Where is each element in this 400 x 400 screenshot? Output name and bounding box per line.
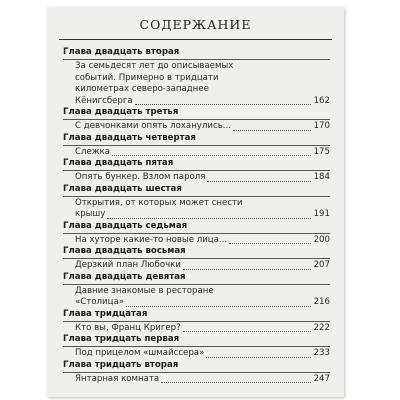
page-number: 162 bbox=[313, 95, 330, 106]
chapter-subtitle-line bbox=[63, 198, 330, 210]
chapter-subtitle-line bbox=[63, 147, 330, 159]
chapter-subtitle-line bbox=[63, 323, 330, 335]
dot-leader bbox=[135, 104, 311, 105]
page-number: 233 bbox=[313, 348, 330, 358]
chapter-title: Глава двадцать третья bbox=[63, 107, 330, 120]
chapter-subtitle-line bbox=[63, 286, 330, 298]
chapter-subtitle-line bbox=[63, 61, 330, 73]
chapter-subtitle-text: Под прицелом «шмайссера» bbox=[75, 348, 205, 358]
chapter-subtitle-line bbox=[63, 96, 330, 108]
chapter-title: Глава двадцать четвертая bbox=[63, 133, 330, 146]
toc-chapter bbox=[63, 133, 330, 159]
chapter-subtitle-text: крышу bbox=[75, 209, 106, 219]
chapter-subtitle-line bbox=[63, 121, 330, 133]
dot-leader bbox=[206, 357, 310, 358]
chapter-subtitle-text: Давние знакомые в ресторане bbox=[75, 285, 214, 296]
chapter-subtitle-text: «Столица» bbox=[75, 297, 124, 307]
chapter-title: Глава двадцать пятая bbox=[63, 158, 330, 171]
dot-leader bbox=[112, 155, 311, 156]
chapter-title: Глава двадцать седьмая bbox=[63, 221, 330, 234]
chapter-subtitle-text: На хуторе какие-то новые лица... bbox=[75, 234, 228, 245]
chapter-subtitle-text: С девчонками опять лоханулись... bbox=[75, 121, 231, 131]
chapter-title: Глава тридцатая bbox=[63, 309, 330, 322]
page-number: 222 bbox=[313, 322, 330, 333]
chapter-subtitle-text: километрах северо-западнее bbox=[75, 84, 209, 94]
toc-chapter bbox=[63, 334, 330, 360]
chapter-subtitle-line bbox=[63, 73, 330, 85]
page-number: 175 bbox=[313, 146, 330, 157]
dot-leader bbox=[161, 382, 310, 383]
chapter-subtitle-line bbox=[63, 374, 330, 386]
page-number: 184 bbox=[313, 172, 330, 182]
table-of-contents bbox=[63, 47, 330, 385]
page-number: 207 bbox=[313, 260, 330, 270]
toc-chapter bbox=[63, 309, 330, 335]
dot-leader bbox=[126, 306, 311, 307]
chapter-title: Глава тридцать вторая bbox=[63, 360, 330, 373]
book-page bbox=[47, 7, 344, 397]
chapter-subtitle-text: Слежка bbox=[75, 146, 110, 157]
page-title: СОДЕРЖАНИЕ bbox=[139, 17, 252, 32]
dot-leader bbox=[107, 218, 310, 219]
page-number: 200 bbox=[313, 234, 330, 245]
chapter-subtitle-line bbox=[63, 209, 330, 221]
page-number: 216 bbox=[313, 297, 330, 307]
toc-chapter bbox=[63, 184, 330, 221]
toc-chapter bbox=[63, 47, 330, 107]
chapter-subtitle-line bbox=[63, 297, 330, 309]
page-number: 247 bbox=[313, 373, 330, 384]
toc-chapter bbox=[63, 246, 330, 272]
chapter-subtitle-text: событий. Примерно в тридцати bbox=[75, 72, 219, 83]
toc-chapter bbox=[63, 158, 330, 184]
toc-chapter bbox=[63, 272, 330, 309]
dot-leader bbox=[233, 130, 311, 131]
dot-leader bbox=[183, 269, 311, 270]
chapter-title: Глава двадцать девятая bbox=[63, 272, 330, 285]
chapter-subtitle-text: Опять бункер. Взлом пароля bbox=[75, 172, 206, 182]
page-number: 170 bbox=[313, 121, 330, 131]
chapter-subtitle-line bbox=[63, 260, 330, 272]
chapter-subtitle-line bbox=[63, 84, 330, 96]
chapter-subtitle-text: Янтарная комната bbox=[75, 373, 160, 384]
chapter-subtitle-line bbox=[63, 235, 330, 247]
toc-chapter bbox=[63, 107, 330, 133]
chapter-title: Глава двадцать восьмая bbox=[63, 246, 330, 259]
chapter-subtitle-text: Кёнигсберга bbox=[75, 95, 133, 106]
chapter-subtitle-text: За семьдесят лет до описываемых bbox=[75, 61, 234, 71]
chapter-title: Глава двадцать шестая bbox=[63, 184, 330, 197]
chapter-subtitle-text: Кто вы, Франц Кригер? bbox=[75, 322, 181, 333]
chapter-title: Глава тридцать первая bbox=[63, 334, 330, 347]
page-number: 191 bbox=[313, 209, 330, 219]
chapter-subtitle-text: Дерзкий план Любочки bbox=[75, 260, 181, 270]
toc-chapter bbox=[63, 221, 330, 247]
dot-leader bbox=[183, 331, 311, 332]
title-rule bbox=[59, 39, 332, 40]
chapter-subtitle-text: Открытия, от которых может снести bbox=[75, 197, 243, 208]
chapter-subtitle-line bbox=[63, 348, 330, 360]
chapter-title: Глава двадцать вторая bbox=[63, 47, 330, 60]
dot-leader bbox=[229, 243, 310, 244]
chapter-subtitle-line bbox=[63, 172, 330, 184]
toc-chapter bbox=[63, 360, 330, 386]
dot-leader bbox=[207, 181, 310, 182]
